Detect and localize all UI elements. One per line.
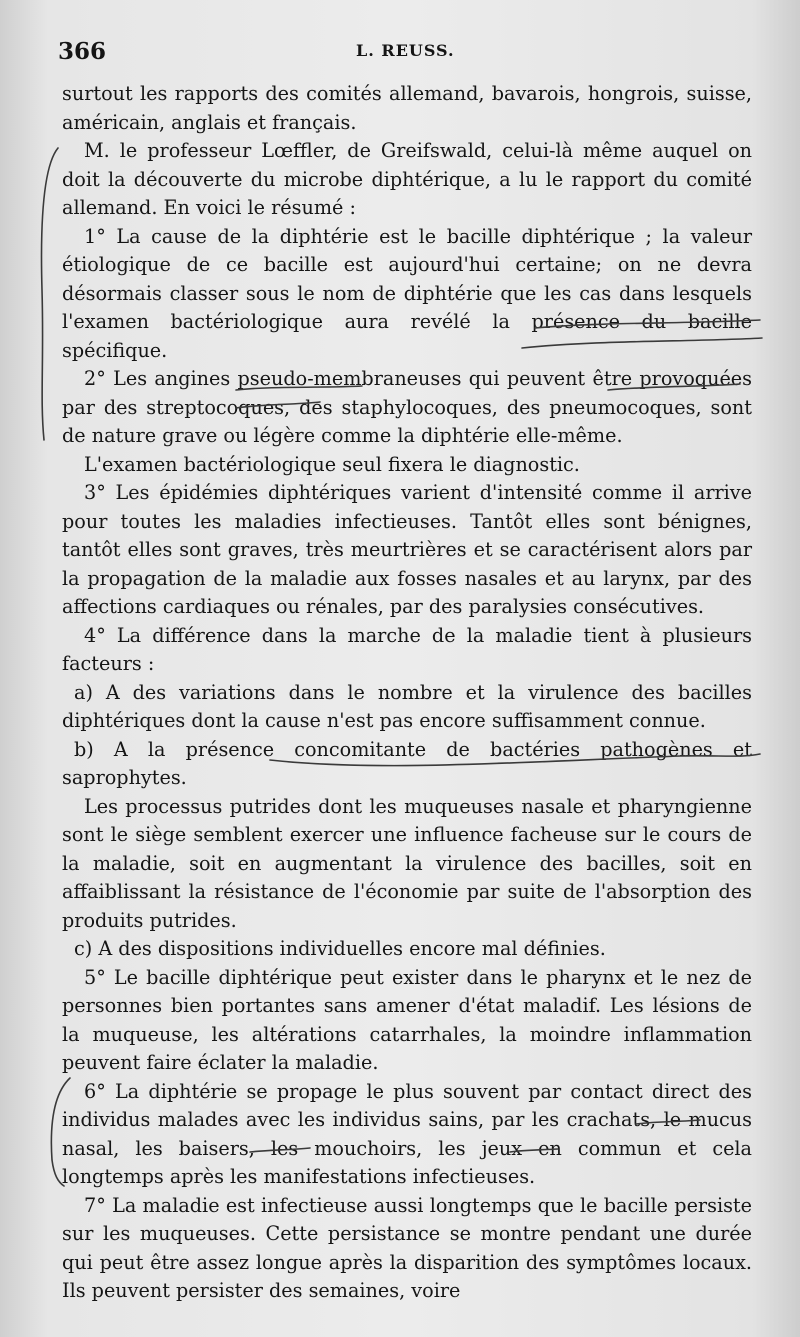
paragraph-6: 4° La différence dans la marche de la maladie tient à plusieurs facteurs : bbox=[62, 623, 752, 675]
paragraph-11: 5° Le bacille diphtérique peut exister dans le pharynx et le nez de personnes bien portantes sans amener d'état maladif. Les lésions de la muqueuse, les altérations catarrhales, la moindre inflammation peuvent faire éclater la maladie. bbox=[62, 965, 752, 1074]
paragraph-8: b) A la présence concomitante de bactéries pathogènes et saprophytes. bbox=[62, 737, 752, 789]
running-head: L. REUSS. bbox=[356, 41, 455, 60]
paragraph-10: c) A des dispositions individuelles encore mal définies. bbox=[74, 937, 606, 960]
paragraph-12: 6° La diphtérie se propage le plus souvent par contact direct des individus malades avec les individus sains, par les crachats, le mucus nasal, les baisers, les mouchoirs, les jeux en commun et cela longtemps après les manifestations infectieuses. bbox=[62, 1079, 752, 1188]
page-number: 366 bbox=[58, 38, 107, 65]
paragraph-5: 3° Les épidémies diphtériques varient d'intensité comme il arrive pour toutes les maladies infectieuses. Tantôt elles sont bénignes, tantôt elles sont graves, très meurtrières et se caractérisent alors par la propagation de la maladie aux fosses nasales et au larynx, par des affections cardiaques ou rénales, par des paralysies consécutives. bbox=[62, 481, 752, 618]
body-text bbox=[62, 80, 752, 1306]
margin-bracket-top bbox=[42, 148, 58, 440]
paragraph-9: Les processus putrides dont les muqueuses nasale et pharyngienne sont le siège semblent exercer une influence facheuse sur le cours de la maladie, soit en augmentant la virulence des bacilles, soit en affaiblissant la résistance de l'économie par suite de l'absorption des produits putrides. bbox=[62, 794, 752, 932]
paragraph-0: surtout les rapports des comités allemand, bavarois, hongrois, suisse, américain, anglais et français. bbox=[62, 82, 752, 134]
page-header bbox=[58, 38, 760, 74]
paragraph-3: 2° Les angines pseudo-membraneuses qui peuvent être provoquées par des streptocoques, des staphylocoques, des pneumocoques, sont de nature grave ou légère comme la diphtérie elle-même. bbox=[62, 367, 752, 447]
paragraph-4: L'examen bactériologique seul fixera le diagnostic. bbox=[84, 452, 580, 476]
paragraph-7: a) A des variations dans le nombre et la virulence des bacilles diphtériques dont la cause n'est pas encore suffisamment connue. bbox=[62, 680, 752, 732]
paragraph-13: 7° La maladie est infectieuse aussi longtemps que le bacille persiste sur les muqueuses. Cette persistance se montre pendant une durée qui peut être assez longue après la disparition des symptômes locaux. Ils peuvent persister des semaines, voire bbox=[62, 1193, 752, 1302]
paragraph-2: 1° La cause de la diphtérie est le bacille diphtérique ; la valeur étiologique de ce bacille est aujourd'hui certaine; on ne devra désormais classer sous le nom de diphtérie que les cas dans lesquels l'examen bactériologique aura revélé la présence du bacille spécifique. bbox=[62, 224, 752, 362]
paragraph-1: M. le professeur Lœffler, de Greifswald, celui-là même auquel on doit la découverte du microbe diphtérique, a lu le rapport du comité allemand. En voici le résumé : bbox=[62, 139, 752, 219]
